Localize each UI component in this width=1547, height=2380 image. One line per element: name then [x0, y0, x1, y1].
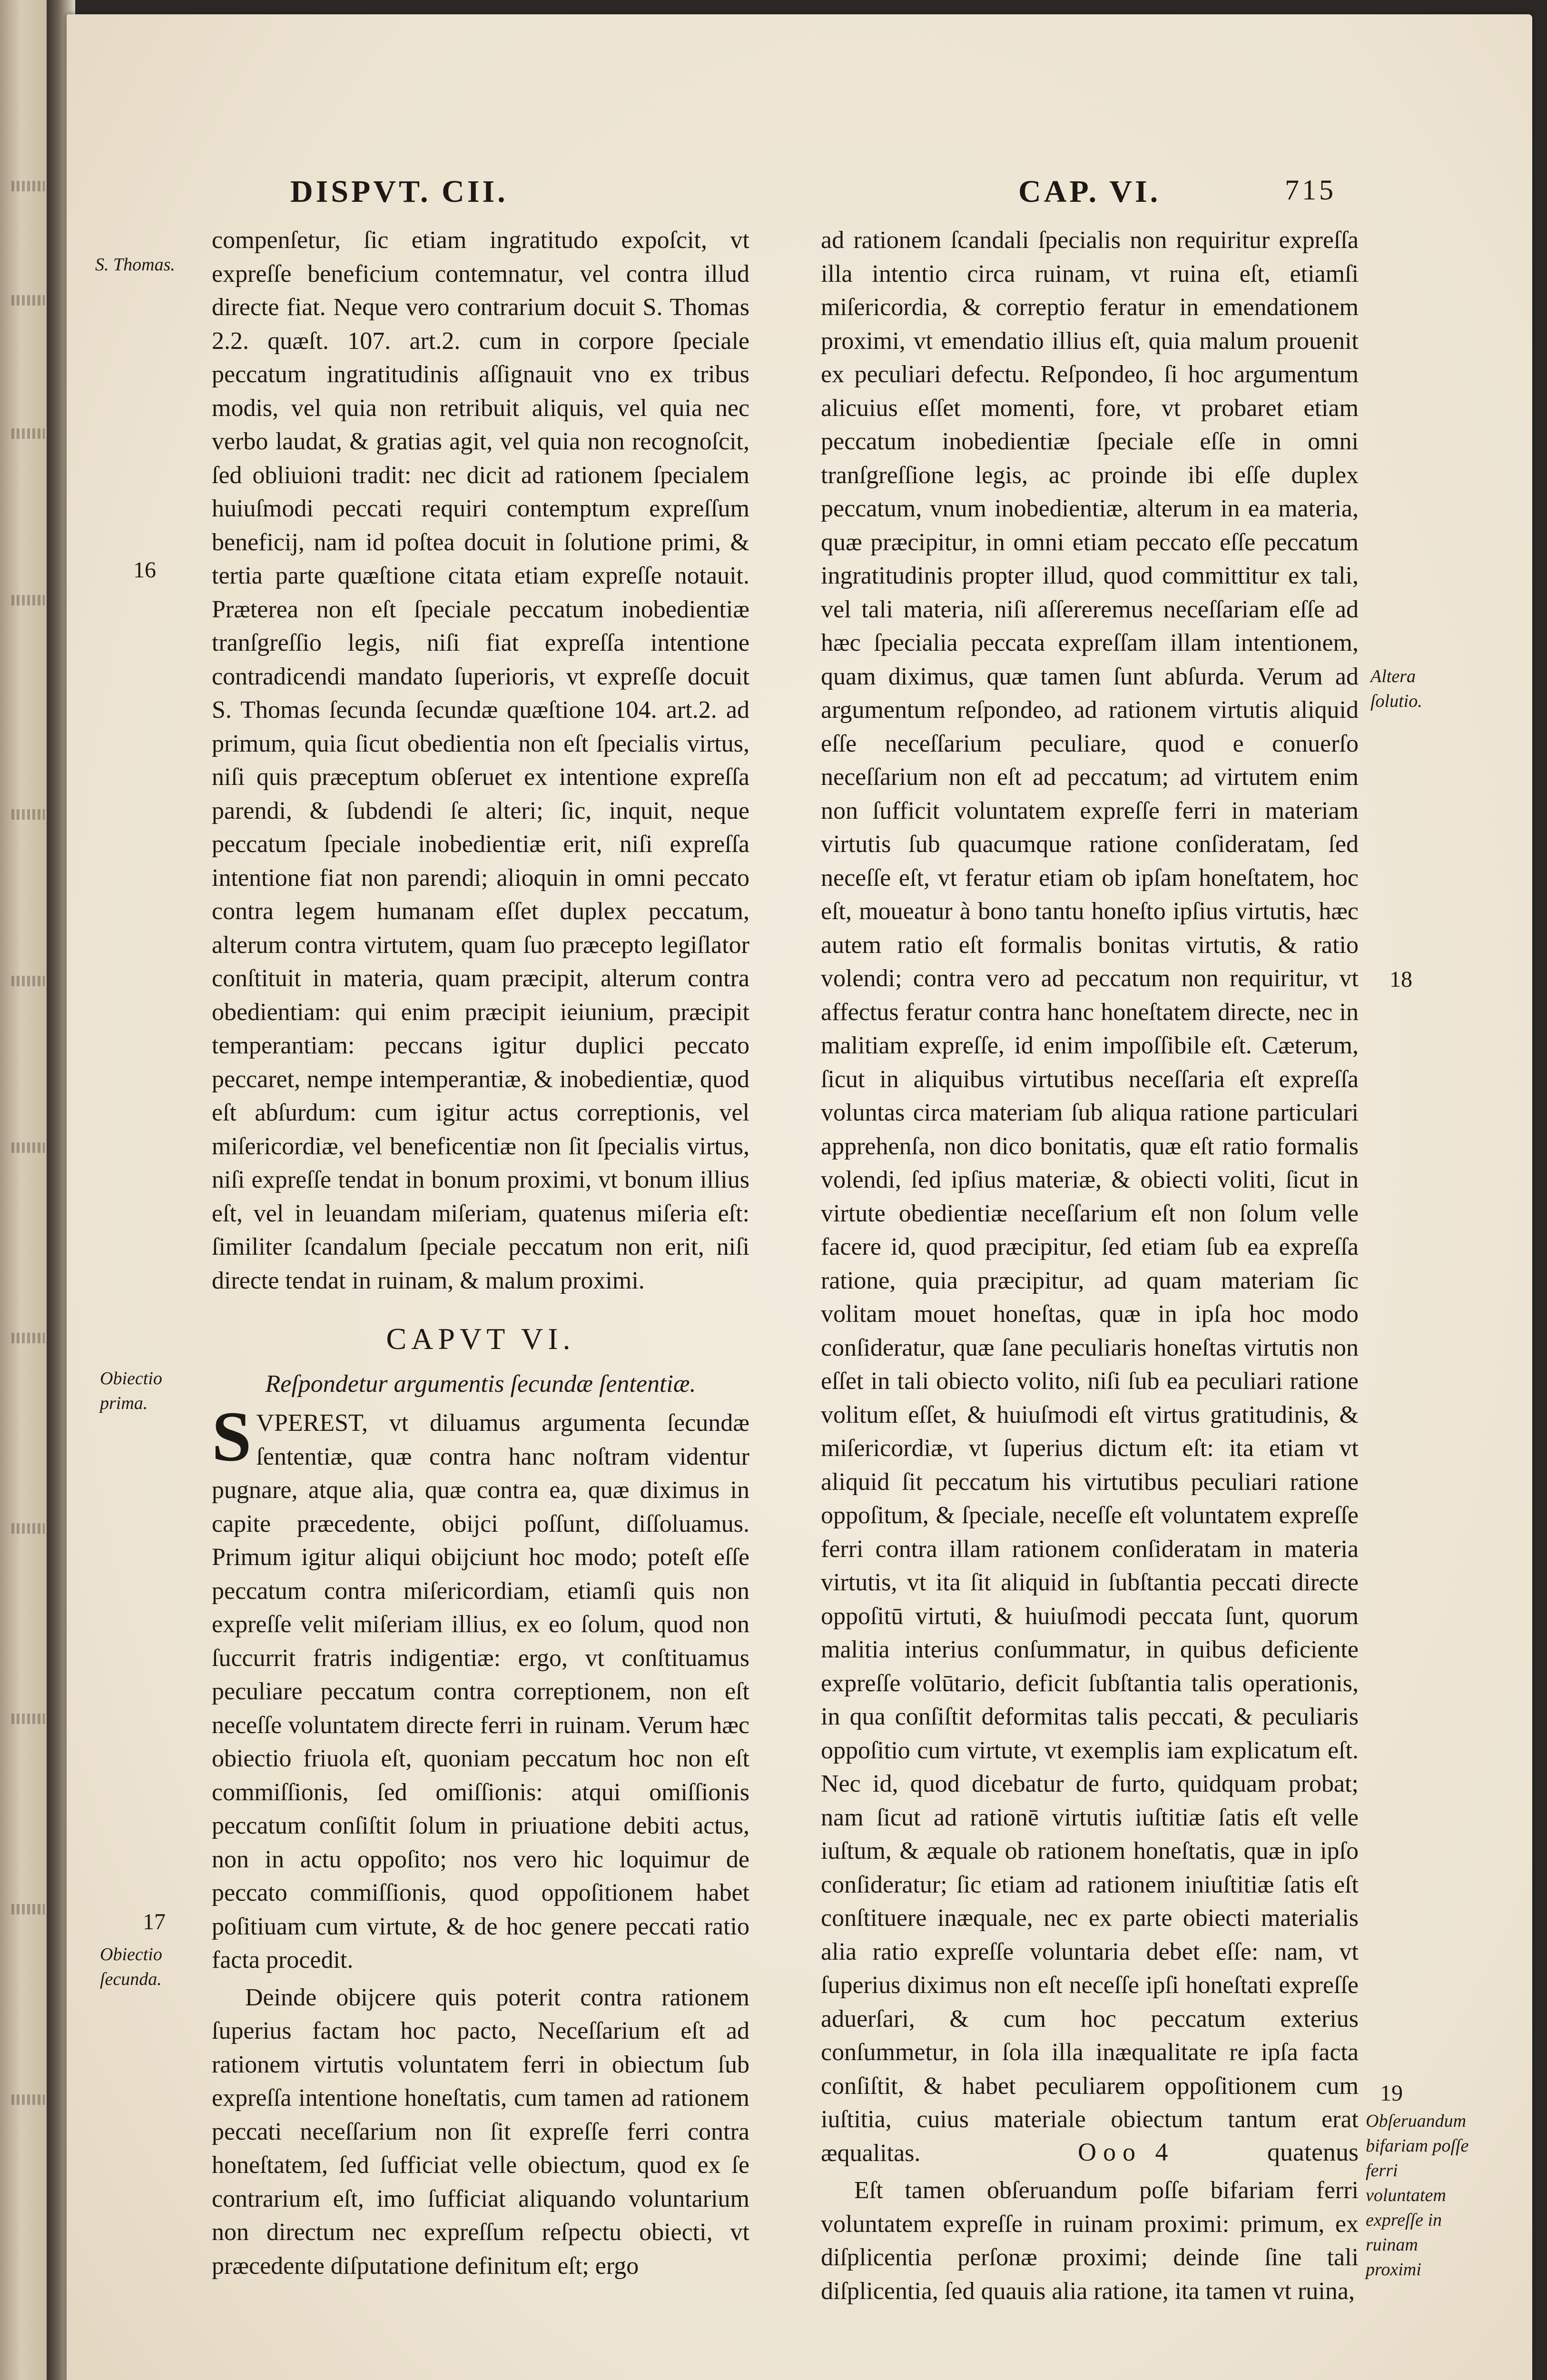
margin-number-16: 16: [133, 557, 156, 583]
left-margin-notes: [90, 224, 200, 2185]
left-text-column: [212, 224, 749, 2280]
margin-note-obiectio-prima: Obiectio prima.: [100, 1368, 162, 1413]
chapter-subtitle: Reſpondetur argumentis ſecundæ ſententiæ.: [265, 1370, 696, 1398]
bleed-through-text: [11, 1904, 45, 1914]
paragraph-text: VPEREST, vt diluamus argumenta ſecundæ ſententiæ, quæ contra hanc noſtram videntur pugnare, atque alia, quæ contra ea, quæ diximus in capite præcedente, obijci poſſunt, diſſoluamus. Primum igitur aliqui obijciunt hoc modo; poteſt eſſe peccatum contra miſericordiam, etiamſi quis non expreſſe velit miſeriam illius, ex eo ſolum, quod non ſuccurrit fratris indigentiæ: ergo, vt conſtituamus peculiare peccatum contra correptionem, non eſt neceſſe voluntatem directe ferri in ruinam. Verum hæc obiectio friuola eſt, quoniam peccatum hoc non eſt commiſſionis, ſed omiſſionis: atqui omiſſionis peccatum conſiſtit ſolum in priuatione debiti actus, non in actu oppoſito; nos vero hic loquimur de peccato commiſſionis, quod oppoſitionem habet poſitiuam cum virtute, & de hoc genere peccati ratio facta procedit.: [212, 1409, 749, 1973]
paragraph: compenſetur, ſic etiam ingratitudo expoſcit, vt expreſſe beneficium contemnatur, vel contra illud directe fiat. Neque vero contrarium docuit S. Thomas 2.2. quæſt. 107. art.2. cum in corpore ſpeciale peccatum ingratitudinis aſſignauit vno ex tribus modis, vel quia non retribuit aliquis, vel quia nec verbo laudat, & gratias agit, vel quia non recognoſcit, ſed obliuioni tradit: nec dicit ad rationem ſpecialem huiuſmodi peccati requiri contemptum expreſſum beneficij, nam id poſtea docuit in ſolutione primi, & tertia parte quæſtione citata etiam expreſſe notauit. Præterea non eſt ſpeciale peccatum inobedientiæ tranſgreſſio legis, niſi fiat expreſſa intentione contradicendi mandato ſuperioris, vt expreſſe docuit S. Thomas ſecunda ſecundæ quæſtione 104. art.2. ad primum, quia ſicut obedientia non eſt ſpecialis virtus, niſi quis præceptum obſeruet ex intentione expreſſa parendi, & ſubdendi ſe alteri; ſic, inquit, neque peccatum ſpeciale inobedientiæ erit, niſi expreſſa intentione fiat non parendi; alioquin in omni peccato contra legem humanam eſſet duplex peccatum, alterum contra virtutem, quam ſuo præcepto legiſlator conſtituit in materia, quam præcipit, alterum contra obedientiam: qui enim præcipit ieiunium, præcipit temperantiam: peccans igitur duplici peccato peccaret, nempe intemperantiæ, & inobedientiæ, quod eſt abſurdum: cum igitur actus correptionis, vel miſericordiæ, vel beneficentiæ non ſit ſpecialis virtus, niſi expreſſe tendat in bonum proximi, vt bonum illius eſt, vel in leuandam miſeriam, quatenus miſeria eſt: ſimiliter ſcandalum ſpeciale peccatum non erit, niſi directe tendat in ruinam, & malum proximi.: [212, 227, 749, 1294]
running-head: [219, 164, 1466, 217]
bleed-through-text: [11, 1523, 45, 1534]
bleed-through-text: [11, 1714, 45, 1724]
running-head-chapter: CAP. VI.: [1018, 174, 1161, 209]
page-number: 715: [1285, 174, 1336, 206]
paragraph: Eſt tamen obſeruandum poſſe bifariam ferri voluntatem expreſſe in ruinam proximi: primum, ex diſplicentia perſonæ proximi; deinde ſine tali diſplicentia, ſed quauis alia ratione, ita tamen vt ruina,: [821, 2177, 1359, 2305]
bleed-through-text: [11, 1142, 45, 1153]
right-margin-notes: [1361, 224, 1470, 2280]
dropcap-letter: S: [212, 1397, 252, 1476]
bleed-through-text: [11, 295, 45, 306]
bleed-through-text: [11, 976, 45, 986]
margin-note-s-thomas: S. Thomas.: [95, 255, 175, 275]
running-head-disputation: DISPVT. CII.: [290, 174, 508, 209]
bleed-through-text: [11, 595, 45, 605]
paragraph: ad rationem ſcandali ſpecialis non requiritur expreſſa illa intentio circa ruinam, vt ruina eſt, etiamſi miſericordia, & correptio feratur in emendationem proximi, vt emendatio illius eſt, quia malum prouenit ex peculiari defectu. Reſpondeo, ſi hoc argumentum alicuius eſſet momenti, fore, vt probaret etiam peccatum inobedientiæ ſpeciale eſſe in omni tranſgreſſione legis, ac proinde ibi eſſe duplex peccatum, vnum inobedientiæ, alterum in ea materia, quæ præcipitur, in omni etiam peccato eſſe peccatum ingratitudinis propter illud, quod committitur ex tali, vel tali materia, niſi aſſereremus neceſſariam eſſe ad hæc ſpecialia peccata expreſſam illam intentionem, quam diximus, quæ tamen ſunt abſurda. Verum ad argumentum reſpondeo, ad rationem virtutis aliquid eſſe neceſſarium peculiare, quod e conuerſo neceſſarium non eſt ad peccatum; ad virtutem enim non ſufficit voluntatem expreſſe ferri in materiam virtutis ſub quacumque ratione conſideratam, ſed neceſſe eſt, vt feratur etiam ob ipſam honeſtatem, hoc eſt, moueatur à bono tantu honeſto ipſius virtutis, hæc autem ratio eſt formalis bonitas virtutis, & ratio volendi; contra vero ad peccatum non requiritur, vt affectus feratur contra hanc honeſtatem directe, nec in malitiam expreſſe, id enim impoſſibile eſt. Cæterum, ſicut in aliquibus virtutibus neceſſaria eſt expreſſa voluntas circa materiam ſub aliqua ratione particulari apprehenſa, non dico bonitatis, quæ eſt ratio formalis volendi, ſed ipſius materiæ, & obiecti voliti, ſicut in virtute obedientiæ neceſſarium eſt non ſolum velle facere id, quod præcipitur, ſed etiam ſub ea expreſſa ratione, quia præcipitur, ad quam materiam ſic volitam mouet honeſtas, quæ in ipſa hoc modo conſideratur, quæ ſane peculiaris honeſtas virtutis non eſſet in tali obiecto volito, niſi ſub ea peculiari ratione volitum eſſet, & huiuſmodi eſt virtus gratitudinis, & miſericordiæ, vt ſuperius dictum eſt: ita etiam vt aliquid ſit peccatum his virtutibus peculiari ratione oppoſitum, & ſpeciale, neceſſe eſt voluntatem expreſſe ferri contra illam rationem conſideratam in materia virtutis, vt ita ſit aliquid in ſubſtantia peccati directe oppoſitū virtuti, & huiuſmodi peccata ſunt, quorum malitia interius conſummatur, in quibus deficiente expreſſe volūtario, deficit ſubſtantia talis operationis, in qua conſiſtit deformitas talis peccati, & peculiaris oppoſitio cum virtute, vt exemplis iam explicatum eſt. Nec id, quod dicebatur de furto, quidquam probat; nam ſicut ad rationē virtutis iuſtitiæ ſatis eſt velle iuſtum, & æquale ob rationem honeſtatis, quæ in ipſo conſideratur; ſic etiam ad rationem iniuſtitiæ ſatis eſt conſtituere inæquale, nec ex parte obiecti materialis alia ratio expreſſe voluntaria debet eſſe: nam, vt ſuperius diximus non eſt neceſſe ipſi honeſtati expreſſe aduerſari, & cum hoc peccatum exterius conſummetur, in ſola illa inæqualitate re ipſa facta conſiſtit, & habet peculiarem oppoſitionem cum iuſtitia, cuius materiale obiectum tantum erat æqualitas.: [821, 227, 1359, 2167]
catchword: quatenus: [1267, 2138, 1359, 2166]
margin-note-altera-solutio: Altera ſolutio.: [1370, 666, 1422, 711]
margin-number-17: 17: [143, 1909, 166, 1934]
bleed-through-text: [11, 181, 45, 191]
margin-note-obiectio-secunda: Obiectio ſecunda.: [100, 1944, 162, 1989]
paragraph: Deinde obijcere quis poterit contra rationem ſuperius factam hoc pacto, Neceſſarium eſt ad rationem virtutis voluntatem ferri in obiectum ſub expreſſa intentione honeſtatis, cum tamen ad rationem peccati neceſſarium non ſit expreſſe ferri contra honeſtatem, ſed ſufficiat velle obiectum, quod ex ſe contrarium eſt, imo ſufficiat aliquando voluntarium non directum nec expreſſum reſpectu obiecti, vt præcedente diſputatione definitum eſt; ergo: [212, 1983, 749, 2280]
margin-number-19: 19: [1380, 2081, 1403, 2106]
paragraph: [212, 1397, 749, 1977]
right-text-column: [821, 224, 1359, 2305]
margin-note-observandum: Obſeruandum bifariam poſſe ferri voluntatem expreſſe in ruinam proximi: [1366, 2111, 1469, 2280]
bleed-through-text: [11, 428, 45, 439]
chapter-title: CAPVT VI.: [386, 1322, 575, 1356]
bleed-through-text: [11, 809, 45, 820]
bleed-through-text: [11, 1333, 45, 1343]
page-footer: [821, 2137, 1359, 2175]
adjacent-page-edge: [0, 0, 47, 2380]
bleed-through-text: [11, 2094, 45, 2105]
signature-mark: Ooo 4: [1078, 2138, 1175, 2166]
margin-number-18: 18: [1389, 967, 1412, 992]
